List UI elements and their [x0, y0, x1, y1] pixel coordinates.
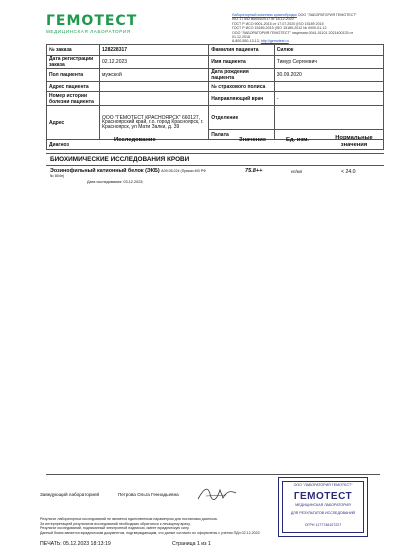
birth-date-value: 30.09.2020	[274, 69, 383, 82]
insurance-policy-value	[274, 82, 383, 92]
birth-date-label: Дата рождения пациента	[209, 69, 275, 82]
referring-doctor-label: Направляющий врач	[209, 92, 275, 106]
stamp-subtitle: МЕДИЦИНСКАЯ ЛАБОРАТОРИЯ	[295, 503, 351, 507]
test-value: 75.8++	[245, 168, 263, 174]
footer-divider	[46, 474, 380, 475]
lab-stamp	[278, 477, 368, 537]
stamp-bottom-text: ОГРН 1177746107227	[304, 523, 342, 527]
disclaimer-line4: Данный бланк является юридическим документом, подтверждающим, что даные согласно их оформлены с учетом ПДн 02.12.2023	[40, 530, 260, 535]
medical-history-label: Номер истории болезни пациента	[47, 92, 100, 106]
medical-history-value	[100, 92, 209, 106]
department-value	[274, 106, 383, 130]
lab-info-phone: 8-800-550-13-13,	[232, 39, 261, 44]
lab-info-line4: ГОСТ Р ИСО 15189-2015 (ISO 15189-2012 № 0000-01-12	[232, 26, 327, 31]
lab-info-line2: ISO 17 552 в5004/2017 от 18.12.2020	[232, 17, 294, 22]
stamp-mid-text: ДЛЯ РЕЗУЛЬТАТОВ ИССЛЕДОВАНИЙ	[290, 511, 356, 515]
test-unit: нг/мл	[291, 169, 303, 174]
test-date: Дата исследования: 03.12.2023;	[87, 180, 144, 184]
logo-brand: ГЕМОТЕСТ	[46, 13, 138, 29]
lab-info-line5: ООО "ЛАБОРАТОРИЯ ГЕМОТЕСТ" лицензия 0041-01101 2021400125 от	[232, 30, 354, 35]
test-norm: < 24.0	[341, 169, 356, 175]
diagnosis-label: Диагноз	[47, 140, 384, 150]
test-name-text: Эозинофильный катионный белок (ЭКБ)	[50, 168, 160, 174]
patient-name-label: Имя пациента	[209, 56, 275, 69]
col-value-header: Значение	[239, 137, 267, 143]
order-number-label: № заказа	[47, 45, 100, 56]
lab-info	[232, 13, 382, 44]
surname-value: Силюк	[274, 45, 383, 56]
insurance-policy-label: № страхового полиса	[209, 82, 275, 92]
test-name	[50, 168, 206, 174]
results-header	[46, 133, 384, 154]
stamp-brand: ГЕМОТЕСТ	[293, 491, 353, 502]
address-label: Адрес	[47, 106, 100, 140]
col-unit-header: Ед. изм.	[286, 137, 309, 143]
registration-date-value: 02.12.2023	[100, 56, 209, 69]
patient-name-value: Тимур Сергеевич	[274, 56, 383, 69]
lab-complex-link[interactable]: Лабораторный комплекс краснобродск	[232, 13, 297, 17]
registration-date-label: Дата регистрации заказа	[47, 56, 100, 69]
page-number: Страница 1 из 1	[172, 541, 211, 547]
stamp-top-text: ООО "ЛАБОРАТОРИЯ ГЕМОТЕСТ"	[293, 483, 353, 487]
lab-info-line6: 01.12.2018	[232, 35, 250, 40]
sex-value: мужской	[100, 69, 209, 82]
patient-address-value	[100, 82, 209, 92]
section-title: БИОХИМИЧЕСКИЕ ИССЛЕДОВАНИЯ КРОВИ	[50, 156, 190, 163]
col-norm-header: Нормальные значения	[335, 135, 373, 148]
disclaimer-line3: Результат исследований, подписанный электронной подписью, имеет юридическую силу.	[40, 526, 190, 531]
print-timestamp: ПЕЧАТЬ: 05.12.2023 18:13:19	[40, 541, 111, 547]
signature-image	[196, 484, 242, 504]
section-biochemistry	[46, 154, 384, 166]
lab-head-name: Петрова Ольга Геннадьевна	[118, 492, 179, 497]
gemotest-logo	[46, 14, 154, 34]
disclaimer-line2: За интерпретацией результатов исследований необходимо обратиться к лечащему врачу.	[40, 521, 191, 526]
disclaimer	[40, 517, 270, 535]
sex-label: Пол пациента	[47, 69, 100, 82]
lab-info-line1: ООО "ЛАБОРАТОРИЯ ГЕМОТЕСТ"	[296, 13, 357, 17]
department-label: Отделение	[209, 106, 275, 130]
website-link[interactable]: http://gemotest.ru	[260, 39, 289, 44]
lab-info-line3: ГОСТ Р ИСО 9001-2015 от 17.07.2020 (ISO 15189 2015	[232, 21, 324, 26]
lab-head-label: Заведующий лабораторией	[40, 492, 100, 497]
patient-address-label: Адрес пациента	[47, 82, 100, 92]
disclaimer-line1: Результат лабораторных исследований не является единственным параметром для постановки диагноза.	[40, 517, 218, 521]
result-row	[46, 166, 384, 184]
ward-label: Палата	[209, 130, 275, 140]
logo-subtitle: МЕДИЦИНСКАЯ ЛАБОРАТОРИЯ	[46, 29, 131, 34]
col-test-header: Исследование	[114, 137, 156, 143]
test-code: A09.05.224 (Приказ МЗ РФ	[161, 169, 206, 173]
surname-label: Фамилия пациента	[209, 45, 275, 56]
results-table	[46, 133, 384, 184]
referring-doctor-value: -	[274, 92, 383, 106]
order-number-value: 128228317	[100, 45, 209, 56]
test-code-line2: № 804н)	[50, 174, 65, 178]
address-value: ООО "ГЕМОТЕСТ КРАСНОЯРСК" 660127, Красноярский край, г.о. город Красноярск, г. Красноярск, ул Мати Залки, д. 39	[100, 106, 209, 140]
